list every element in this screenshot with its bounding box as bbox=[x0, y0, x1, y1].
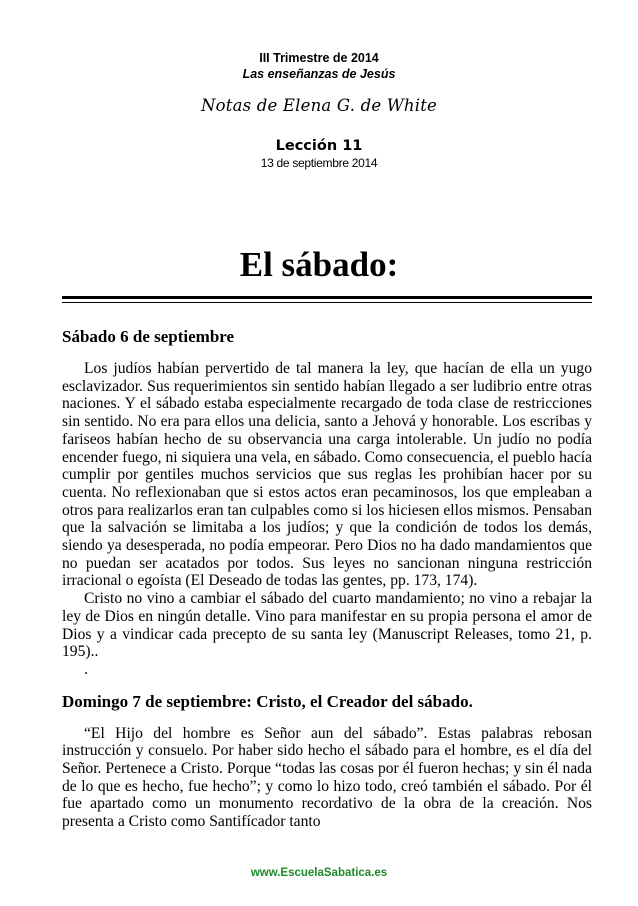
section-spacer bbox=[62, 679, 592, 691]
page-title: El sábado: bbox=[239, 245, 399, 284]
paragraph: “El Hijo del hombre es Señor aun del sábado”. Estas palabras rebosan instrucción y consuelo. Por haber sido hecho el sábado para el hombre, es el día del Señor. Pertenece a Cristo. Porque “todas las cosas por él fueron hechas; y sin él nada de lo que es hecho, fue hecho”; y como lo hizo todo, creó también el sábado. Por él fue apartado como un monumento recordativo de la obra de la creación. Nos presenta a Cristo como Santifícador tanto bbox=[62, 724, 592, 831]
series-title: Las enseñanzas de Jesús bbox=[242, 67, 396, 81]
document-body bbox=[62, 326, 592, 831]
title-rule-thin bbox=[62, 302, 592, 303]
paragraph: Los judíos habían pervertido de tal manera la ley, que hacían de ella un yugo esclavizador. Sus requerimientos sin sentido habían llegado a ser ludibrio entre otras naciones. Y el sábado estaba especialmente recargado de toda clase de restricciones sin sentido. No era para ellos una delicia, santo a Jehová y honorable. Los escribas y fariseos habían hecho de su observancia una carga intolerable. Un judío no podía encender fuego, ni siquiera una vela, en sábado. Como consecuencia, el pueblo hacía cumplir por gentiles muchos servicios que sus reglas les prohibían hacer por su cuenta. No reflexionaban que si estos actos eran pecaminosos, los que empleaban a otros para realizarlos eran tan culpables como si los hiciesen ellos mismos. Pensaban que la salvación se limitaba a los judíos; y que la condición de todos los demás, siendo ya desesperada, no podía empeorar. Pero Dios no ha dado mandamientos que no puedan ser acatados por todos. Sus leyes no sancionan ninguna restricción irracional o egoísta (El Deseado de todas las gentes, pp. 173, 174). bbox=[62, 360, 592, 590]
notes-author-line: Notas de Elena G. de White bbox=[200, 96, 438, 115]
title-rule-thick bbox=[62, 296, 592, 299]
document-header bbox=[0, 50, 638, 171]
lesson-date: 13 de septiembre 2014 bbox=[260, 156, 378, 170]
section-heading: Domingo 7 de septiembre: Cristo, el Creador del sábado. bbox=[62, 691, 473, 711]
trimester-label: III Trimestre de 2014 bbox=[259, 51, 379, 65]
section-heading: Sábado 6 de septiembre bbox=[62, 327, 235, 346]
paragraph: Cristo no vino a cambiar el sábado del cuarto mandamiento; no vino a rebajar la ley de Dios en ningún detalle. Vino para manifestar en su propia persona el amor de Dios y a vindicar cada precepto de su santa ley (Manuscript Releases, tomo 21, p. 195).. bbox=[62, 590, 592, 661]
trailing-dot: . bbox=[84, 660, 88, 678]
lesson-number: Lección 11 bbox=[275, 138, 363, 154]
footer-link[interactable]: www.EscuelaSabatica.es bbox=[250, 867, 388, 879]
